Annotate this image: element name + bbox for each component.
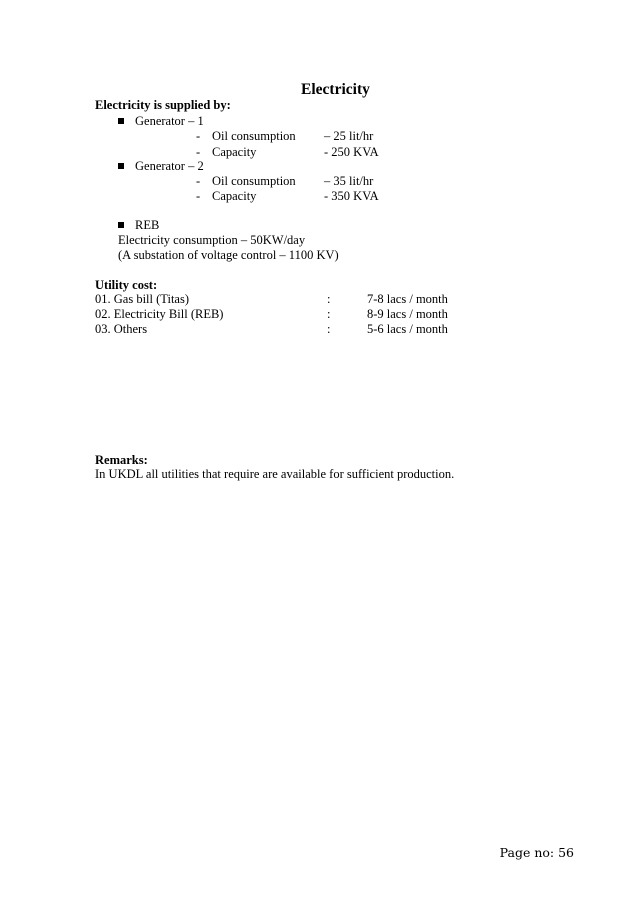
utility-row-value: 7-8 lacs / month	[367, 292, 448, 306]
reb-item	[118, 218, 159, 233]
remarks-heading: Remarks:	[95, 453, 148, 467]
generator-1-item	[118, 114, 204, 129]
utility-row-colon: :	[327, 322, 331, 336]
square-bullet-icon	[118, 118, 124, 124]
reb-consumption: Electricity consumption – 50KW/day	[118, 233, 306, 247]
oil-consumption-label: Oil consumption	[212, 174, 296, 188]
generator-2-item	[118, 159, 204, 174]
reb-substation: (A substation of voltage control – 1100 KV)	[118, 248, 339, 262]
capacity-label: Capacity	[212, 145, 257, 159]
page-number: Page no: 56	[499, 845, 574, 860]
oil-consumption-label: Oil consumption	[212, 129, 296, 143]
capacity-value: - 250 KVA	[324, 145, 379, 159]
square-bullet-icon	[118, 222, 124, 228]
dash-marker: -	[196, 145, 201, 159]
utility-row-label: 03. Others	[95, 322, 148, 336]
utility-row-value: 5-6 lacs / month	[367, 322, 448, 336]
capacity-label: Capacity	[212, 189, 257, 203]
page-title: Electricity	[301, 81, 370, 98]
utility-row-label: 01. Gas bill (Titas)	[95, 292, 189, 306]
utility-row-label: 02. Electricity Bill (REB)	[95, 307, 224, 321]
dash-marker: -	[196, 129, 201, 143]
utility-row-colon: :	[327, 307, 331, 321]
supply-heading: Electricity is supplied by:	[95, 98, 231, 112]
utility-heading: Utility cost:	[95, 278, 158, 292]
oil-consumption-value: – 35 lit/hr	[324, 174, 374, 188]
square-bullet-icon	[118, 163, 124, 169]
capacity-value: - 350 KVA	[324, 189, 379, 203]
reb-label: REB	[135, 218, 160, 232]
dash-marker: -	[196, 189, 201, 203]
generator-1-label: Generator – 1	[135, 114, 204, 128]
dash-marker: -	[196, 174, 201, 188]
remarks-text: In UKDL all utilities that require are available for sufficient production.	[95, 467, 455, 481]
utility-row-colon: :	[327, 292, 331, 306]
utility-row-value: 8-9 lacs / month	[367, 307, 448, 321]
oil-consumption-value: – 25 lit/hr	[324, 129, 374, 143]
generator-2-label: Generator – 2	[135, 159, 204, 173]
